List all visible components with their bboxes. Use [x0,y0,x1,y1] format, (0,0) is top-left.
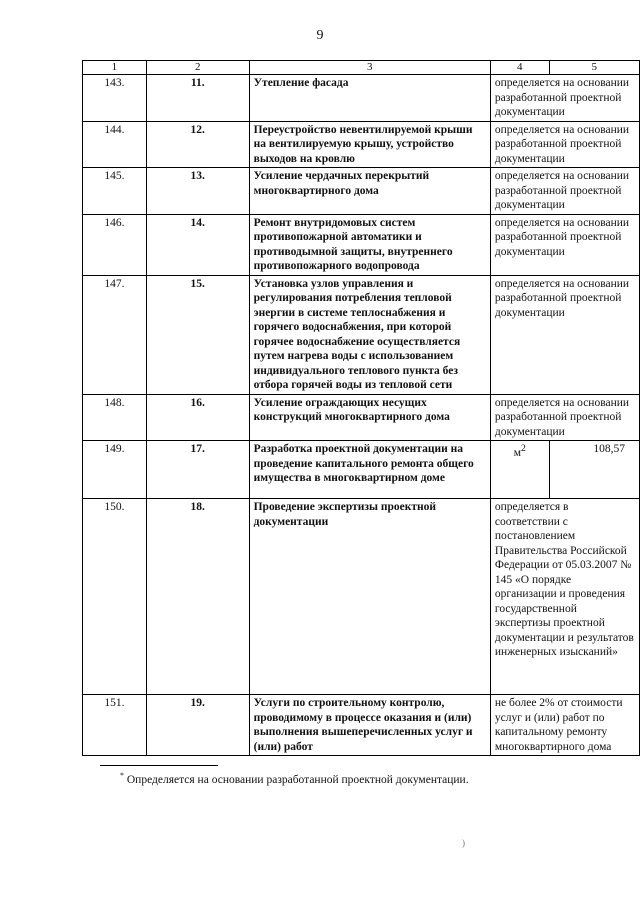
item-number: 11. [146,75,249,122]
unit-label: м [513,446,521,459]
row-number: 148. [83,394,147,441]
item-number: 17. [146,441,249,499]
work-name: Услуги по строительному контролю, проводимому в процессе оказания и (или) выполнения вышеперечисленных услуг и (или) работ [249,695,490,756]
work-name: Усиление ограждающих несущих конструкций многоквартирного дома [249,394,490,441]
work-note: определяется на основании разработанной проектной документации [490,168,639,215]
work-note: не более 2% от стоимости услуг и (или) работ по капитальному ремонту многоквартирного дома [490,695,639,756]
row-number: 146. [83,214,147,275]
footnote [120,771,469,786]
table-row [83,75,640,122]
work-name: Переустройство невентилируемой крыши на вентилируемую крышу, устройство выходов на кровлю [249,121,490,168]
item-number: 19. [146,695,249,756]
unit-superscript: 2 [520,443,526,454]
work-name: Проведение экспертизы проектной документации [249,499,490,695]
footnote-mark: * [120,771,124,780]
item-number: 14. [146,214,249,275]
table-row [83,695,640,756]
header-col-3: 3 [249,61,490,75]
footnote-text: Определяется на основании разработанной проектной документации. [126,773,469,786]
table-row [83,394,640,441]
row-number: 150. [83,499,147,695]
table-row [83,214,640,275]
item-number: 12. [146,121,249,168]
works-table [82,60,640,756]
footnote-separator [100,765,218,766]
table-row [83,121,640,168]
work-name: Утепление фасада [249,75,490,122]
margin-mark: ) [462,838,465,848]
work-note: определяется на основании разработанной проектной документации [490,394,639,441]
header-col-4: 4 [490,61,549,75]
item-number: 15. [146,275,249,394]
item-number: 18. [146,499,249,695]
work-name: Усиление чердачных перекрытий многоквартирного дома [249,168,490,215]
row-number: 143. [83,75,147,122]
unit-value: 108,57 [549,441,639,499]
item-number: 16. [146,394,249,441]
work-name: Разработка проектной документации на проведение капитального ремонта общего имущества в многоквартирном доме [249,441,490,499]
row-number: 145. [83,168,147,215]
header-col-5: 5 [549,61,639,75]
unit-cell [490,441,549,499]
work-note: определяется на основании разработанной проектной документации [490,214,639,275]
header-col-1: 1 [83,61,147,75]
table-header-row [83,61,640,75]
item-number: 13. [146,168,249,215]
table-row [83,441,640,499]
work-note: определяется в соответствии с постановлением Правительства Российской Федерации от 05.03.2007 № 145 «О порядке организации и проведения государственной экспертизы проектной документации и результатов инженерных изысканий» [490,499,639,695]
row-number: 144. [83,121,147,168]
row-number: 151. [83,695,147,756]
row-number: 147. [83,275,147,394]
work-note: определяется на основании разработанной проектной документации [490,75,639,122]
table-row [83,168,640,215]
page-number: 9 [316,28,324,43]
work-note: определяется на основании разработанной проектной документации [490,275,639,394]
work-name: Ремонт внутридомовых систем противопожарной автоматики и противодымной защиты, внутреннего противопожарного водопровода [249,214,490,275]
table-row [83,499,640,695]
work-note: определяется на основании разработанной проектной документации [490,121,639,168]
work-name: Установка узлов управления и регулирования потребления тепловой энергии в системе теплоснабжения и горячего водоснабжения, при которой горячее водоснабжение осуществляется путем нагрева воды с использованием индивидуального теплового пункта без отбора горячей воды из тепловой сети [249,275,490,394]
header-col-2: 2 [146,61,249,75]
row-number: 149. [83,441,147,499]
table-row [83,275,640,394]
